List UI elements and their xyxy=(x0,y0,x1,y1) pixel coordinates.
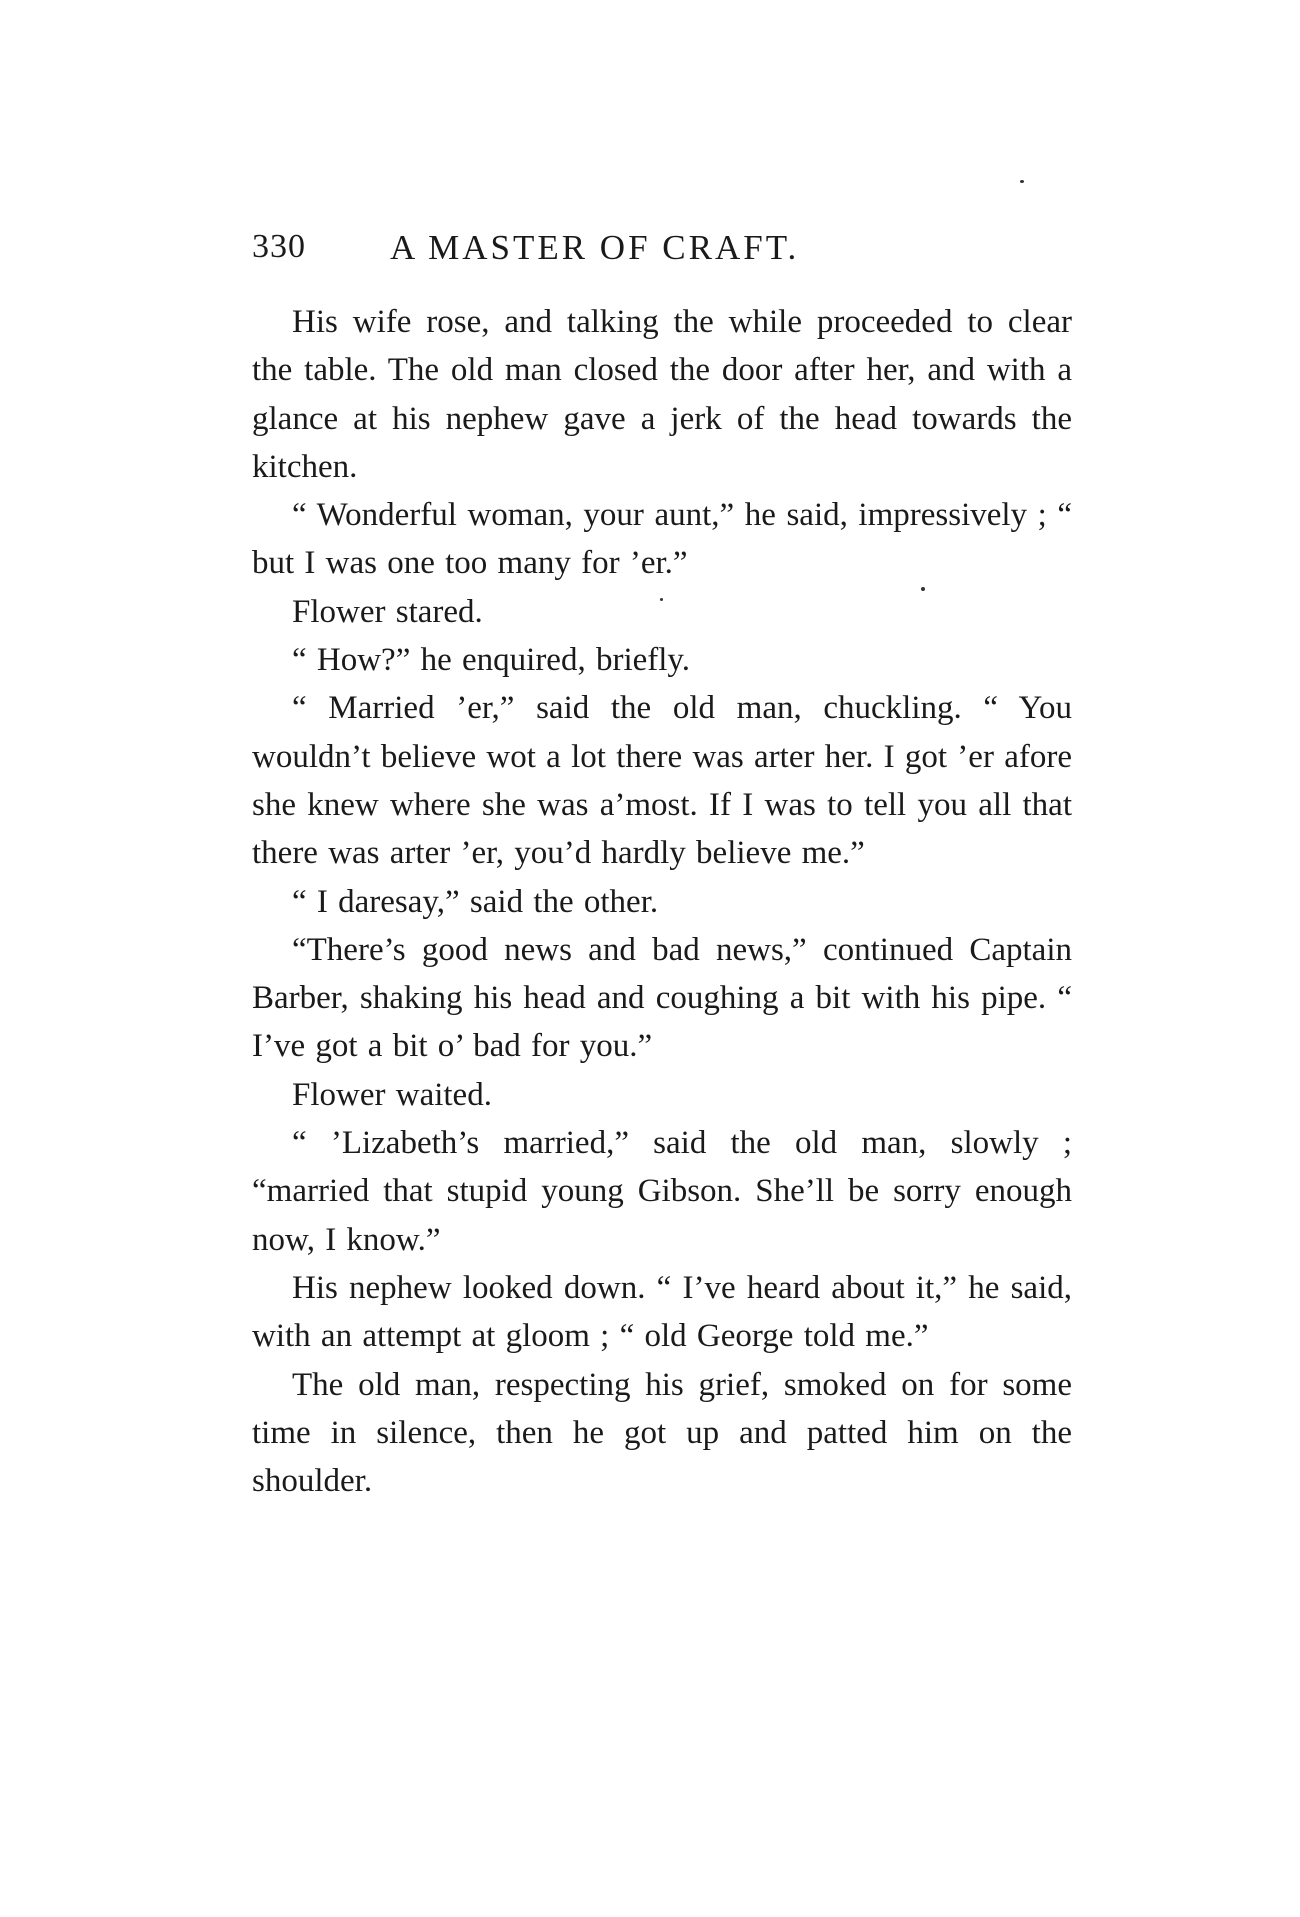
paragraph: Flower stared. xyxy=(292,593,483,630)
running-title: A MASTER OF CRAFT. xyxy=(390,228,800,267)
scan-speck xyxy=(921,587,925,591)
page-number: 330 xyxy=(252,228,306,265)
body-text xyxy=(252,298,1072,1505)
paragraph: His wife rose, and talking the while proceeded to clear the table. The old man closed the door after her, and with a glance at his nephew gave a jerk of the head towards the kitchen. xyxy=(252,304,1072,485)
paragraph: “ Married ’er,” said the old man, chuckling. “ You wouldn’t believe wot a lot there was arter her. I got ’er afore she knew where she was a’most. If I was to tell you all that there was arter ’er, you’d hardly believe me.” xyxy=(252,690,1072,872)
paragraph: “ I daresay,” said the other. xyxy=(292,883,659,920)
paragraph: His nephew looked down. “ I’ve heard about it,” he said, with an attempt at gloom ; “ old George told me.” xyxy=(252,1269,1072,1355)
paragraph: “There’s good news and bad news,” continued Captain Barber, shaking his head and coughing a bit with his pipe. “ I’ve got a bit o’ bad for you.” xyxy=(252,931,1072,1065)
paragraph: “ ’Lizabeth’s married,” said the old man, slowly ; “married that stupid young Gibson. She’ll be sorry enough now, I know.” xyxy=(252,1125,1072,1258)
scan-speck xyxy=(660,598,663,601)
paragraph: “ Wonderful woman, your aunt,” he said, impressively ; “ but I was one too many for ’er.” xyxy=(252,497,1072,582)
scan-speck xyxy=(1020,180,1024,183)
paragraph: “ How?” he enquired, briefly. xyxy=(292,642,691,679)
paragraph: The old man, respecting his grief, smoked on for some time in silence, then he got up and patted him on the shoulder. xyxy=(252,1366,1072,1500)
page-header xyxy=(252,228,1092,278)
paragraph: Flower waited. xyxy=(292,1076,492,1113)
